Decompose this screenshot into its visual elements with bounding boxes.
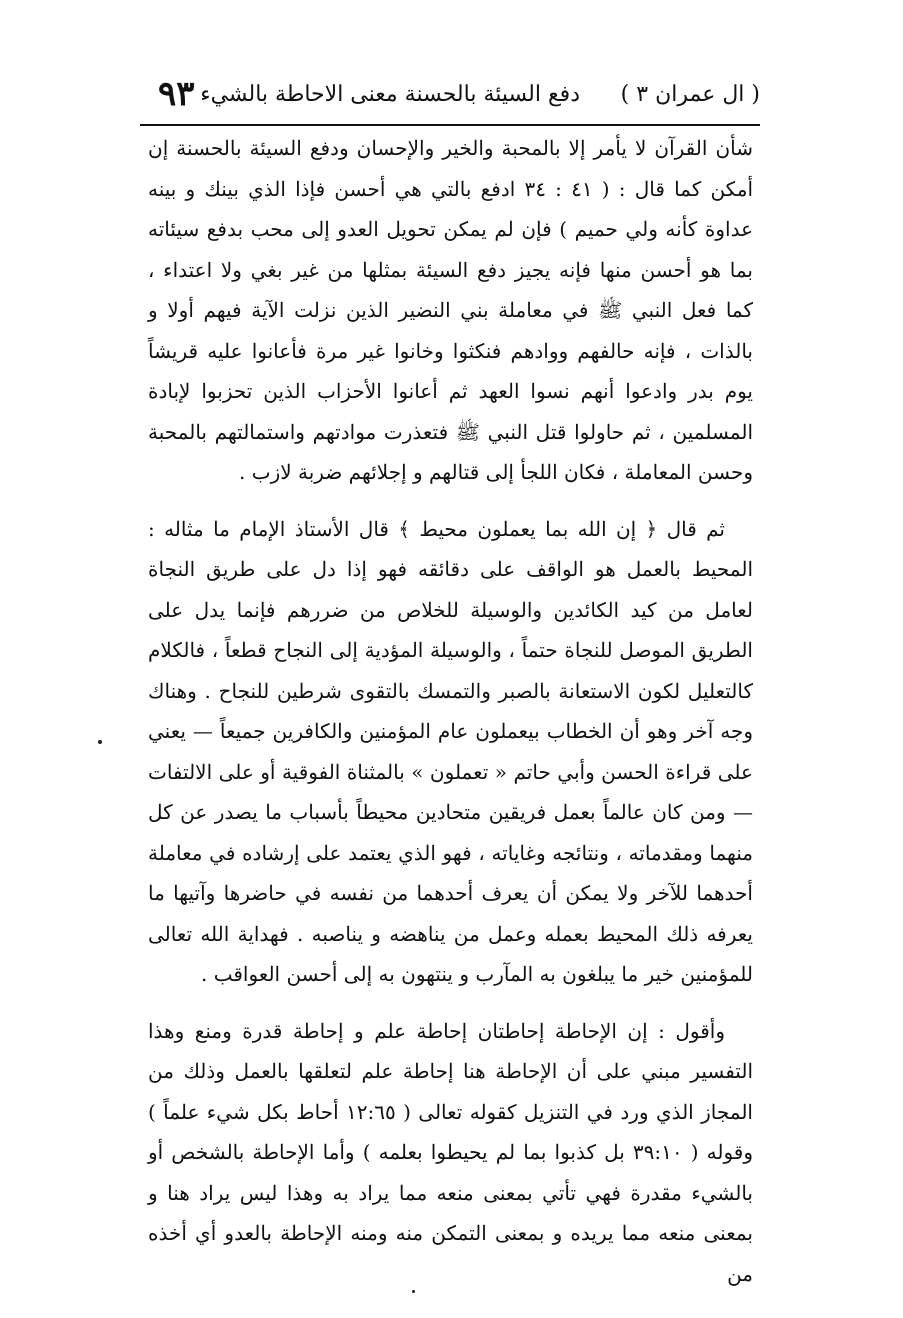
paragraph-2: ثم قال ﴿ إن الله بما يعملون محيط ﴾ قال الأستاذ الإمام ما مثاله : المحيط بالعمل هو الواقف على دقائقه فهو إذا دل على طريق النجاة لعامل من كيد الكائدين والوسيلة للخلاص من ضررهم فإنما يدل على الطريق الموصل للنجاة حتماً ، والوسيلة المؤدية إلى النجاح قطعاً ، فالكلام كالتعليل لكون الاستعانة بالصبر والتمسك بالتقوى شرطين للنجاح . وهناك وجه آخر وهو أن الخطاب بيعملون عام المؤمنين والكافرين جميعاً — يعني على قراءة الحسن وأبي حاتم « تعملون » بالمثناة الفوقية أو على الالتفات — ومن كان عالماً بعمل فريقين متحادين محيطاً بأسباب ما يصدر عن كل منهما ومقدماته ، ونتائجه وغاياته ، فهو الذي يعتمد على إرشاده في معاملة أحدهما للآخر ولا يمكن أن يعرف أحدهما من نفسه في حاضرها وآتيها ما يعرفه ذلك المحيط بعمله وعمل من يناهضه و يناصبه . فهداية الله تعالى للمؤمنين خير ما يبلغون به المآرب و ينتهون به إلى أحسن العواقب . (148, 516, 753, 986)
page-number: ٩٣ (158, 74, 195, 114)
header-divider (140, 124, 760, 126)
scan-speck (412, 1290, 415, 1293)
running-title: دفع السيئة بالحسنة معنى الاحاطة بالشيء (200, 82, 580, 107)
page-body (148, 128, 753, 1294)
paragraph-1: شأن القرآن لا يأمر إلا بالمحبة والخير والإحسان ودفع السيئة بالحسنة إن أمكن كما قال : ( ٤١ : ٣٤ ادفع بالتي هي أحسن فإذا الذي بينك و بينه عداوة كأنه ولي حميم ) فإن لم يمكن تحويل العدو إلى محب بدفع سيئاته بما هو أحسن منها فإنه يجيز دفع السيئة بمثلها من غير بغي ولا اعتداء ، كما فعل النبي ﷺ في معاملة بني النضير الذين نزلت الآية فيهم أولا و بالذات ، فإنه حالفهم ووادهم فنكثوا وخانوا غير مرة فأعانوا عليه قريشاً يوم بدر وادعوا أنهم نسوا العهد ثم أعانوا الأحزاب الذين تحزبوا لإبادة المسلمين ، ثم حاولوا قتل النبي ﷺ فتعذرت موادتهم واستمالتهم بالمحبة وحسن المعاملة ، فكان اللجأ إلى قتالهم و إجلائهم ضربة لازب . (148, 136, 753, 484)
page-header (140, 74, 760, 120)
scan-speck (98, 740, 102, 744)
paragraph-3: وأقول : إن الإحاطة إحاطتان إحاطة علم و إحاطة قدرة ومنع وهذا التفسير مبني على أن الإحاطة هنا إحاطة علم لتعلقها بالعمل وذلك من المجاز الذي ورد في التنزيل كقوله تعالى ( ١٢:٦٥ أحاط بكل شيء علماً ) وقوله ( ٣٩:١٠ بل كذبوا بما لم يحيطوا بعلمه ) وأما الإحاطة بالشخص أو بالشيء مقدرة فهي تأتي بمعنى منعه مما يراد به وهذا ليس يراد هنا و بمعنى منعه مما يريده و بمعنى التمكن منه ومنه الإحاطة بالعدو أي أخذه من (148, 1018, 754, 1286)
surah-reference: ( ال عمران ٣ ) (620, 82, 760, 107)
